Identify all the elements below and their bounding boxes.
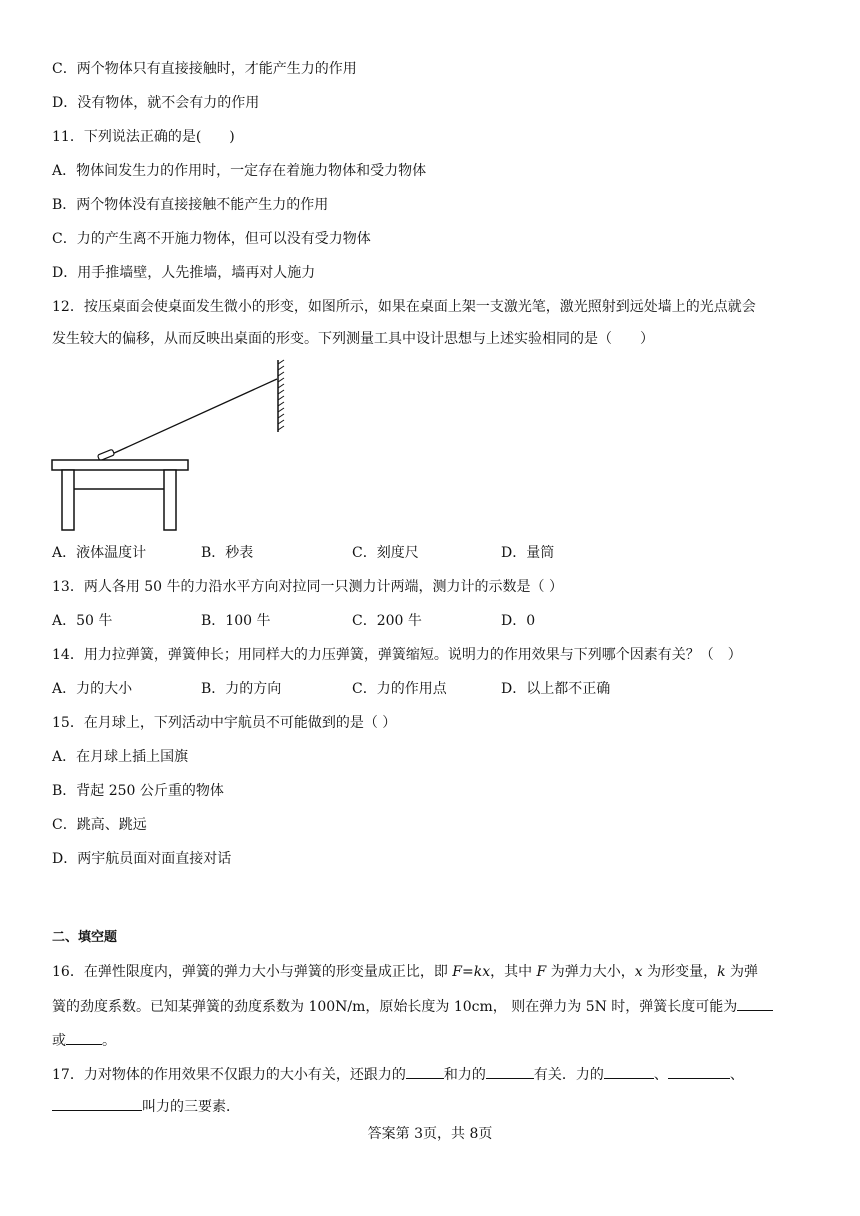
q16-blank-1[interactable] (737, 996, 773, 1011)
q10-option-d: D．没有物体，就不会有力的作用 (52, 95, 260, 111)
q16-var-x: x (634, 964, 643, 980)
q14-option-d: D．以上都不正确 (501, 681, 611, 697)
q12-stem-line1: 12．按压桌面会使桌面发生微小的形变，如图所示，如果在桌面上架一支激光笔，激光照射到远处墙上的光点就会 (52, 299, 756, 315)
laser-table-diagram (48, 356, 298, 536)
q15-option-a: A．在月球上插上国旗 (52, 749, 189, 765)
q11-option-c: C．力的产生离不开施力物体，但可以没有受力物体 (52, 231, 371, 247)
q15-stem: 15．在月球上，下列活动中宇航员不可能做到的是（ ） (52, 715, 397, 731)
q14-stem: 14．用力拉弹簧，弹簧伸长；用同样大的力压弹簧，弹簧缩短。说明力的作用效果与下列哪个因素有关？（ ） (52, 647, 742, 663)
q10-option-c: C．两个物体只有直接接触时，才能产生力的作用 (52, 61, 357, 77)
q17-line2 (52, 1096, 240, 1117)
q16-text-1: 16．在弹性限度内，弹簧的弹力大小与弹簧的形变量成正比，即 (52, 964, 453, 980)
q13-option-a: A．50 牛 (52, 613, 113, 629)
q17-text-end: 叫力的三要素． (142, 1099, 240, 1115)
q17-text-2: 和力的 (443, 1067, 486, 1083)
table-leg-left (62, 470, 74, 530)
q11-option-d: D．用手推墙壁，人先推墙，墙再对人施力 (52, 265, 316, 281)
q14-option-b: B．力的方向 (201, 681, 282, 697)
q17-line1 (52, 1064, 744, 1085)
q16-var-f: F (536, 964, 547, 980)
q12-option-b: B．秒表 (201, 545, 254, 561)
wall-hatching (278, 360, 284, 430)
q17-text-1: 17．力对物体的作用效果不仅跟力的大小有关，还跟力的 (52, 1067, 406, 1083)
q16-text-5: 为弹 (725, 964, 759, 980)
q15-option-b: B．背起 250 公斤重的物体 (52, 783, 224, 799)
q17-blank-4[interactable] (668, 1064, 730, 1079)
q17-text-3: 有关．力的 (533, 1067, 604, 1083)
q13-stem: 13．两人各用 50 牛的力沿水平方向对拉同一只测力计两端，测力计的示数是（ ） (52, 579, 563, 595)
q17-blank-1[interactable] (406, 1064, 444, 1079)
q16-text-end: 。 (102, 1033, 116, 1049)
q17-blank-2[interactable] (486, 1064, 534, 1079)
q16-formula: F=kx (452, 964, 491, 980)
q15-option-c: C．跳高、跳远 (52, 817, 147, 833)
q16-line2 (52, 996, 773, 1017)
q17-sep-1: 、 (653, 1067, 668, 1083)
table-top (52, 460, 188, 470)
q14-option-c: C．力的作用点 (352, 681, 447, 697)
page-footer: 答案第 3页，共 8页 (367, 1126, 493, 1142)
q13-option-c: C．200 牛 (352, 613, 422, 629)
q16-blank-2[interactable] (66, 1030, 102, 1045)
q12-option-d: D．量筒 (501, 545, 555, 561)
q17-blank-3[interactable] (604, 1064, 654, 1079)
q16-line1 (52, 962, 758, 982)
q13-option-b: B．100 牛 (201, 613, 271, 629)
q17-blank-5[interactable] (52, 1096, 142, 1111)
q16-line3 (52, 1030, 116, 1051)
q16-text-4: 为形变量， (642, 964, 718, 980)
q17-sep-2: 、 (729, 1067, 744, 1083)
q12-option-c: C．刻度尺 (352, 545, 419, 561)
section-title-fill-in: 二、填空题 (52, 930, 118, 945)
laser-beam (112, 379, 277, 454)
table-leg-right (164, 470, 176, 530)
laser-pen (97, 449, 114, 461)
q16-text-6: 簧的劲度系数。已知某弹簧的劲度系数为 100N/m，原始长度为 10cm， 则在弹力为 5N 时，弹簧长度可能为 (52, 999, 738, 1015)
q16-text-or: 或 (52, 1033, 66, 1049)
q11-stem: 11．下列说法正确的是( ) (52, 129, 235, 145)
q11-option-b: B．两个物体没有直接接触不能产生力的作用 (52, 197, 329, 213)
q11-option-a: A．物体间发生力的作用时，一定存在着施力物体和受力物体 (52, 163, 427, 179)
q16-text-3: 为弹力大小， (546, 964, 635, 980)
q15-option-d: D．两宇航员面对面直接对话 (52, 851, 232, 867)
q16-var-k: k (717, 964, 726, 980)
q12-stem-line2: 发生较大的偏移，从而反映出桌面的形变。下列测量工具中设计思想与上述实验相同的是（ ） (52, 331, 654, 347)
laser-table-figure (48, 356, 298, 540)
q12-option-a: A．液体温度计 (52, 545, 147, 561)
q14-option-a: A．力的大小 (52, 681, 133, 697)
q16-text-2: ，其中 (490, 964, 537, 980)
q13-option-d: D．0 (501, 613, 536, 629)
